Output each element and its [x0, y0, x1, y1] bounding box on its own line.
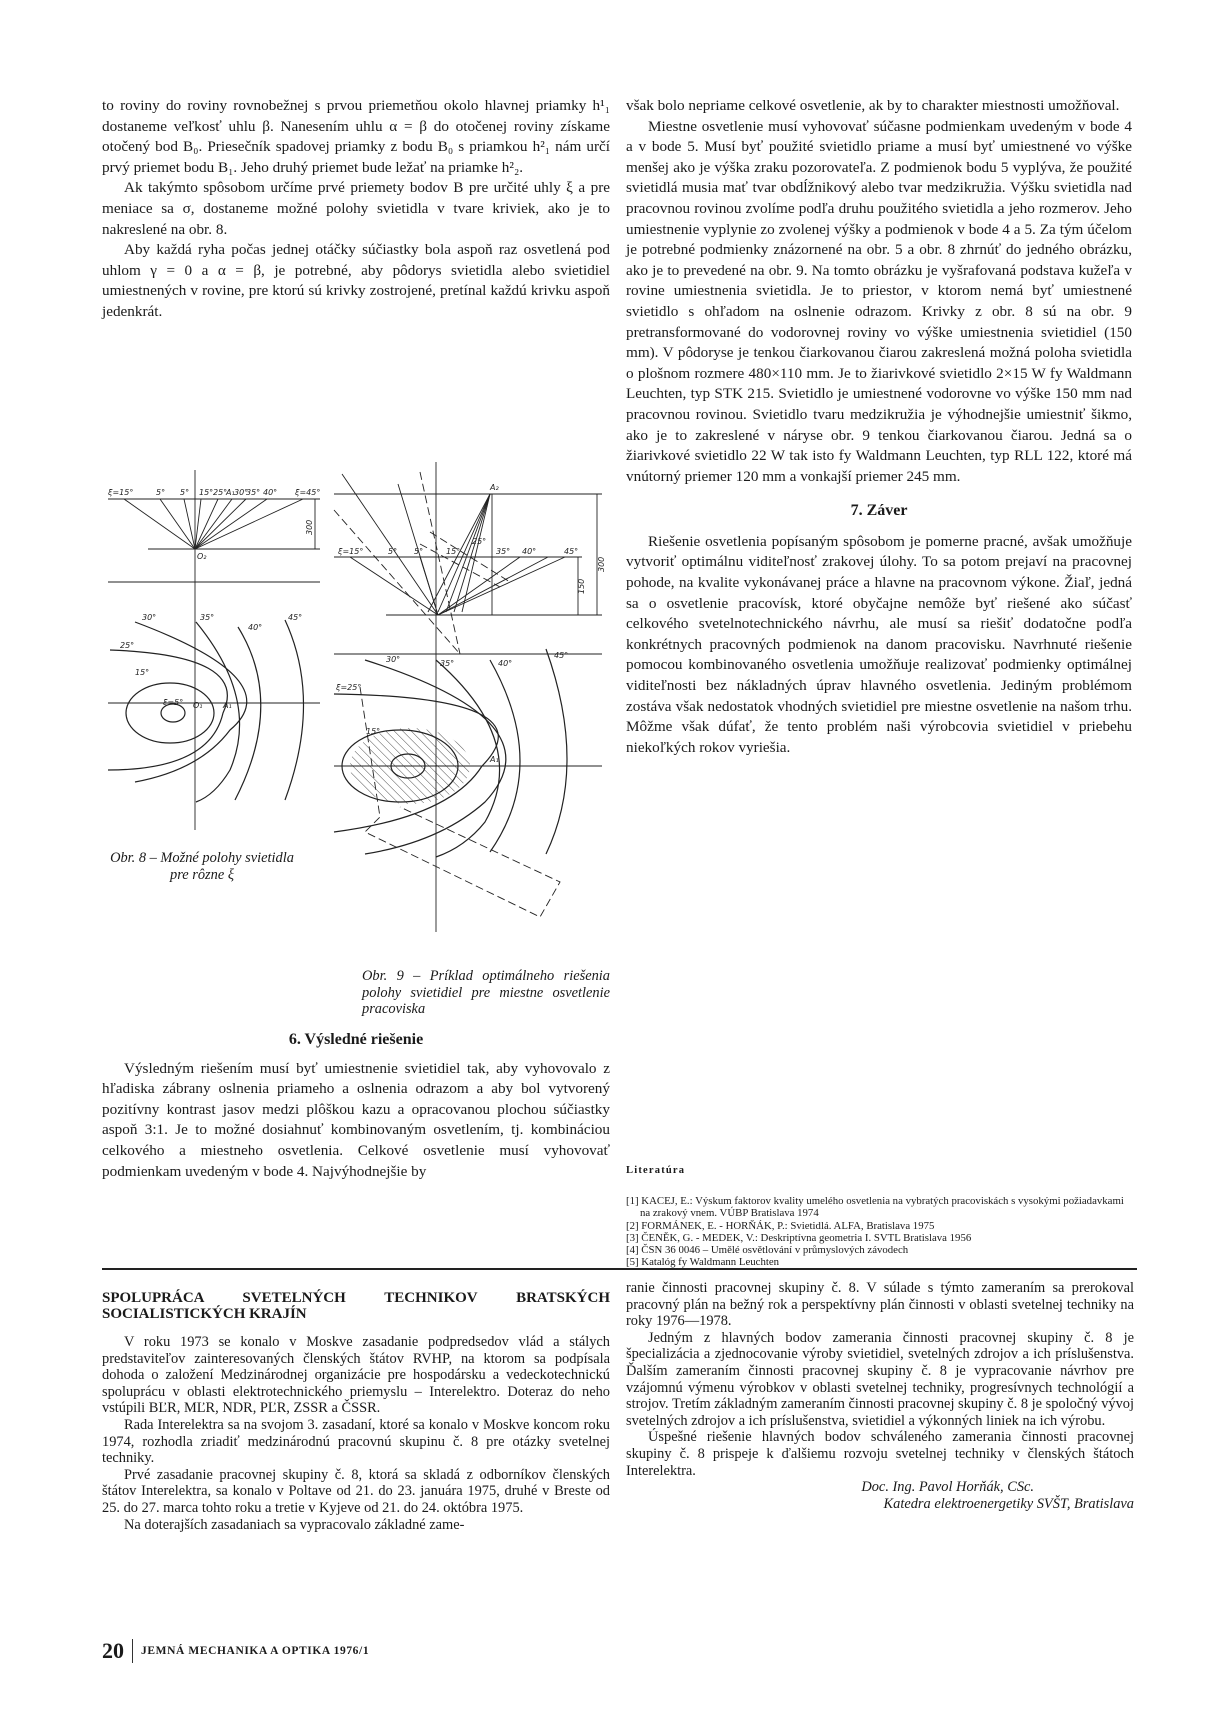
page-footer	[102, 1638, 369, 1664]
section-heading: 6. Výsledné riešenie	[288, 1031, 424, 1048]
reference-item: [4] ČSN 36 0046 – Umělé osvětlování v průmyslových závodech	[626, 1244, 909, 1257]
reference-item: [2] FORMÁNEK, E. - HORŇÁK, P.: Svietidlá. ALFA, Bratislava 1975	[626, 1219, 935, 1232]
fig8-label: 40°	[263, 488, 278, 497]
fig8-label: 5°	[156, 488, 166, 497]
paragraph: Úspešné riešenie hlavných bodov schváleného zamerania činnosti pracovnej skupiny č. 8 prispeje k ďalšiemu rozvoju svetelnej techniky v členských štátoch Interelektra.	[626, 1429, 1134, 1479]
affiliation: Katedra elektroenergetiky SVŠT, Bratislava	[883, 1495, 1134, 1512]
paragraph: to roviny do roviny rovnobežnej s prvou priemetňou okolo hlavnej priamky h¹₁ dostaneme veľkosť uhlu β. Nanesením uhlu α = β do otočenej roviny získame otočený bod B₀. Priesečník spadovej priamky z bodu B₀ s priamkou h²₁ nám určí prvý priemet bodu B₁. Jeho druhý priemet bude ležať na priamke h²₂.	[102, 97, 610, 176]
paragraph: Výsledným riešením musí byť umiestnenie svietidiel tak, aby vyhovovalo z hľadiska zábrany oslnenia priameho a oslnenia odrazom a aby bol vytvorený pozitívny kontrast jasov medzi plôškou kazu a opracovanou plochou súčiastky aspoň 3:1. Je to možné dosiahnuť kombinovaným osvetlením, tj. kombináciou celkového a miestneho osvetlenia. Celkové osvetlenie musí vyhovovať podmienkam uvedeným v bode 4. Najvýhodnejšie by	[102, 1059, 610, 1180]
fig8-label: 30°	[234, 488, 249, 497]
fig8-curve-label: 40°	[248, 623, 263, 632]
references	[626, 1165, 1136, 1268]
fig9-dimension: 300	[597, 556, 606, 572]
fig8-label: ξ=45°	[295, 488, 321, 497]
paragraph: Riešenie osvetlenia popísaným spôsobom je pomerne pracné, avšak umožňuje vytvoriť optimálnu viditeľnosť zrakovej úlohy. To sa potom prejaví na pracovnej pohode, na kvalite vykonávanej práce a hlavne na pracovnom výkone. Žiaľ, jedná sa o osvetlenie pracovísk, ktoré obyčajne nemôže byť riešené ako súčasť celkového svetelnotechnického návrhu, ale musí sa riešiť dodatočne podľa konkrétnych pracovných podmienok na danom pracovisku. Navrhnuté riešenie pomocou kombinovaného osvetlenia umožňuje realizovať podmienky optimálnej viditeľnosti bez nákladných úprav hlavného osvetlenia. Jediným problémom zostáva však nedostatok vhodných svietidiel pre miestne osvetlenie na našom trhu. Môžme však dúfať, že tento problém naši výrobcovia svietidiel v priebehu niekoľkých rokov vyriešia.	[626, 532, 1132, 756]
fig8-dimension: 300	[305, 519, 314, 535]
fig9-label: 5°	[414, 547, 424, 556]
fig8-label: 25°	[213, 488, 228, 497]
footer-separator	[132, 1639, 133, 1663]
author: Doc. Ing. Pavol Horňák, CSc.	[861, 1479, 1034, 1496]
fig8-label: 35°	[246, 488, 261, 497]
fig8-curve-label: 30°	[142, 613, 157, 622]
fig9-curve-label: 15°	[366, 727, 381, 736]
fig8-curve-label: 35°	[200, 613, 215, 622]
fig9-curve-label: 30°	[386, 655, 401, 664]
figure-8-diagram	[100, 470, 340, 830]
paragraph: Aby každá ryha počas jednej otáčky súčiastky bola aspoň raz osvetlená pod uhlom γ = 0 a α = β, je potrebné, aby pôdorys svietidla alebo svietidiel umiestnených v rovine, pre ktorú sú krivky zostrojené, pretínal každú krivku aspoň jedenkrát.	[102, 241, 610, 320]
paragraph: Miestne osvetlenie musí vyhovovať súčasne podmienkam uvedeným v bode 4 a v bode 5. Musí byť použité svietidlo priame a musí byť umiestnené vo výške menšej ako je výška zraku pozorovateľa. Z podmienok bodu 5 vyplýva, že použité svietidlá musia mať tvar obdĺžnikový alebo tvar medzikružia. Výšku svietidla nad pracovnou rovinou zvolíme podľa druhu použitého svietidla a jeho rozmerov. Jeho umiestnenie vyplynie zo zvolenej výšky a podmienok v bode 4 a 5. Za tým účelom je potrebné podmienky znázornené na obr. 5 a obr. 8 zhrnúť do jedného obrázku, ako je to prevedené na obr. 9. Na tomto obrázku je vyšrafovaná podstava kužeľa v rovine umiestnenia svietidla. Je to priestor, v ktorom nemá byť umiestnené svietidlo s ohľadom na oslnenie odrazom. Krivky z obr. 8 sú na obr. 9 pretransformované do vodorovnej roviny vo výške umiestnenia svietidiel (150 mm). V pôdoryse je tenkou čiarkovanou čiarou zakreslená možná poloha svietidla o plošnom rozmere 480×110 mm. Je to žiarivkové svietidlo 2×15 W fy Waldmann Leuchten, typ STK 215. Svietidlo je umiestnené vodorovne vo výške 150 mm nad pracovnou rovinou. Svietidlo tvaru medzikružia je výhodnejšie umiestniť šikmo, ako je to zakreslené v náryse obr. 9 tenkou čiarkovanou čiarou. Jedná sa o žiarivkové svietidlo 22 W tak isto fy Waldmann Leuchten, typ RLL 122, ktoré má vnútorný priemer 120 mm a vonkajší priemer 245 mm.	[626, 117, 1132, 485]
fig8-label: ξ=15°	[108, 488, 134, 497]
journal-title: JEMNÁ MECHANIKA A OPTIKA 1976/1	[141, 1645, 370, 1657]
paragraph: Jedným z hlavných bodov zamerania činnosti pracovnej skupiny č. 8 je špecializácia a zjednocovanie výroby svietidiel, svetelných zdrojov a ich príslušenstva. Ďalším zameraním činnosti pracovnej skupiny č. 8 je vypracovanie návrhov pre vzájomnú výmenu výrobkov v oblasti svetelnej techniky, progresívnych technológií a strojov. Tretím základným zameraním činnosti pracovnej skupiny č. 8 je spoločný vývoj svetelných zdrojov a ich príslušenstva, svietidiel a výkonných liniek na ich výrobu.	[626, 1329, 1134, 1429]
fig9-curve-label: 45°	[554, 651, 569, 660]
paragraph: však bolo nepriame celkové osvetlenie, ak by to charakter miestnosti umožňoval.	[626, 97, 1120, 114]
fig8-curve-label: ξ=5°	[163, 698, 184, 707]
fig8-curve-label: 25°	[120, 641, 135, 650]
fig8-curve-label: 45°	[288, 613, 303, 622]
section-6	[102, 1030, 610, 1182]
fig8-point-label: O₁	[193, 701, 203, 710]
left-column-text	[102, 96, 610, 323]
fig9-point-label: A₁	[490, 755, 499, 764]
fig9-apex-label: A₂	[490, 483, 499, 492]
paragraph: ranie činnosti pracovnej skupiny č. 8. V súlade s týmto zameraním sa prerokoval pracovný plán na bežný rok a perspektívny plán činnosti v oblasti svetelnej techniky na roky 1976—1978.	[626, 1280, 1134, 1330]
fig9-label: 40°	[522, 547, 537, 556]
fig9-curve-label: ξ=25°	[336, 683, 362, 692]
paragraph: Ak takýmto spôsobom určíme prvé priemety bodov B pre určité uhly ξ a pre meniace sa σ, dostaneme možné polohy svietidla v tvare kriviek, ako je to nakreslené na obr. 8.	[102, 179, 610, 238]
figure-8-caption: Obr. 8 – Možné polohy svietidla pre rôzne ξ	[110, 850, 294, 883]
fig9-curve-label: 35°	[440, 659, 455, 668]
paragraph: Na doterajších zasadaniach sa vypracovalo základné zame-	[124, 1516, 465, 1533]
fig8-label: A₁	[226, 488, 235, 497]
fig9-label: 45°	[564, 547, 579, 556]
fig9-label: 5°	[388, 547, 398, 556]
paragraph: Rada Interelektra sa na svojom 3. zasadaní, ktoré sa konalo v Moskve koncom roku 1974, rozhodla zriadiť medzinárodnú pracovnú skupinu č. 8 pre otázky svetelnej techniky.	[102, 1416, 610, 1467]
fig8-label: 15°	[199, 488, 214, 497]
fig9-label: ξ=15°	[338, 547, 364, 556]
fig9-label: 15°	[446, 547, 461, 556]
figure-9-caption: Obr. 9 – Príklad optimálneho riešenia polohy svietidiel pre miestne osvetlenie pracoviska	[362, 968, 610, 1017]
fig9-label: 25°	[472, 537, 487, 546]
article-2-left	[102, 1290, 610, 1533]
fig9-label: 35°	[496, 547, 511, 556]
article-title: SPOLUPRÁCA SVETELNÝCH TECHNIKOV BRATSKÝCH	[102, 1290, 610, 1306]
article-title-line2: SOCIALISTICKÝCH KRAJÍN	[102, 1306, 307, 1322]
article-2-right	[626, 1280, 1134, 1512]
reference-item: [1] KACEJ, E.: Výskum faktorov kvality umelého osvetlenia na vybratých pracoviskách s vysokými požiadavkami na zrakový vnem. VÚBP Bratislava 1974	[626, 1195, 1124, 1220]
reference-item: [3] ČENĚK, G. - MEDEK, V.: Deskriptívna geometria I. SVTL Bratislava 1956	[626, 1231, 972, 1244]
fig8-point-label: A₁	[223, 701, 232, 710]
fig8-curve-label: 15°	[135, 668, 150, 677]
fig9-dimension: 150	[577, 578, 586, 594]
references-heading: Literatúra	[626, 1165, 686, 1176]
paragraph: Prvé zasadanie pracovnej skupiny č. 8, ktorá sa skladá z odborníkov členských štátov Interelektra, sa konalo v Poltave od 21. do 23. januára 1975, druhé v Breste od 25. do 27. marca tohto roku a tretie v Kyjeve od 21. do 24. októbra 1975.	[102, 1466, 610, 1516]
fig9-curve-label: 40°	[498, 659, 513, 668]
page-number: 20	[102, 1638, 124, 1663]
fig8-origin-label: O₂	[197, 552, 207, 561]
reference-item: [5] Katalóg fy Waldmann Leuchten	[626, 1256, 780, 1269]
figure-9-diagram	[320, 462, 620, 962]
paragraph: V roku 1973 se konalo v Moskve zasadanie podpredsedov vlád a stálych predstaviteľov zainteresovaných členských štátov RVHP, na ktorom sa podpísala dohoda o založení Medzinárodnej organizácie pre hospodársku a vedeckotechnickú spoluprácu v oblasti elektrotechnického priemyslu – Interelektro. Doteraz do neho vstúpili BĽR, MĽR, NDR, PĽR, ZSSR a ČSSR.	[102, 1334, 610, 1417]
fig8-label: 5°	[180, 488, 190, 497]
right-column-text	[626, 96, 1132, 758]
section-heading: 7. Záver	[850, 502, 908, 520]
section-divider	[102, 1268, 1137, 1270]
